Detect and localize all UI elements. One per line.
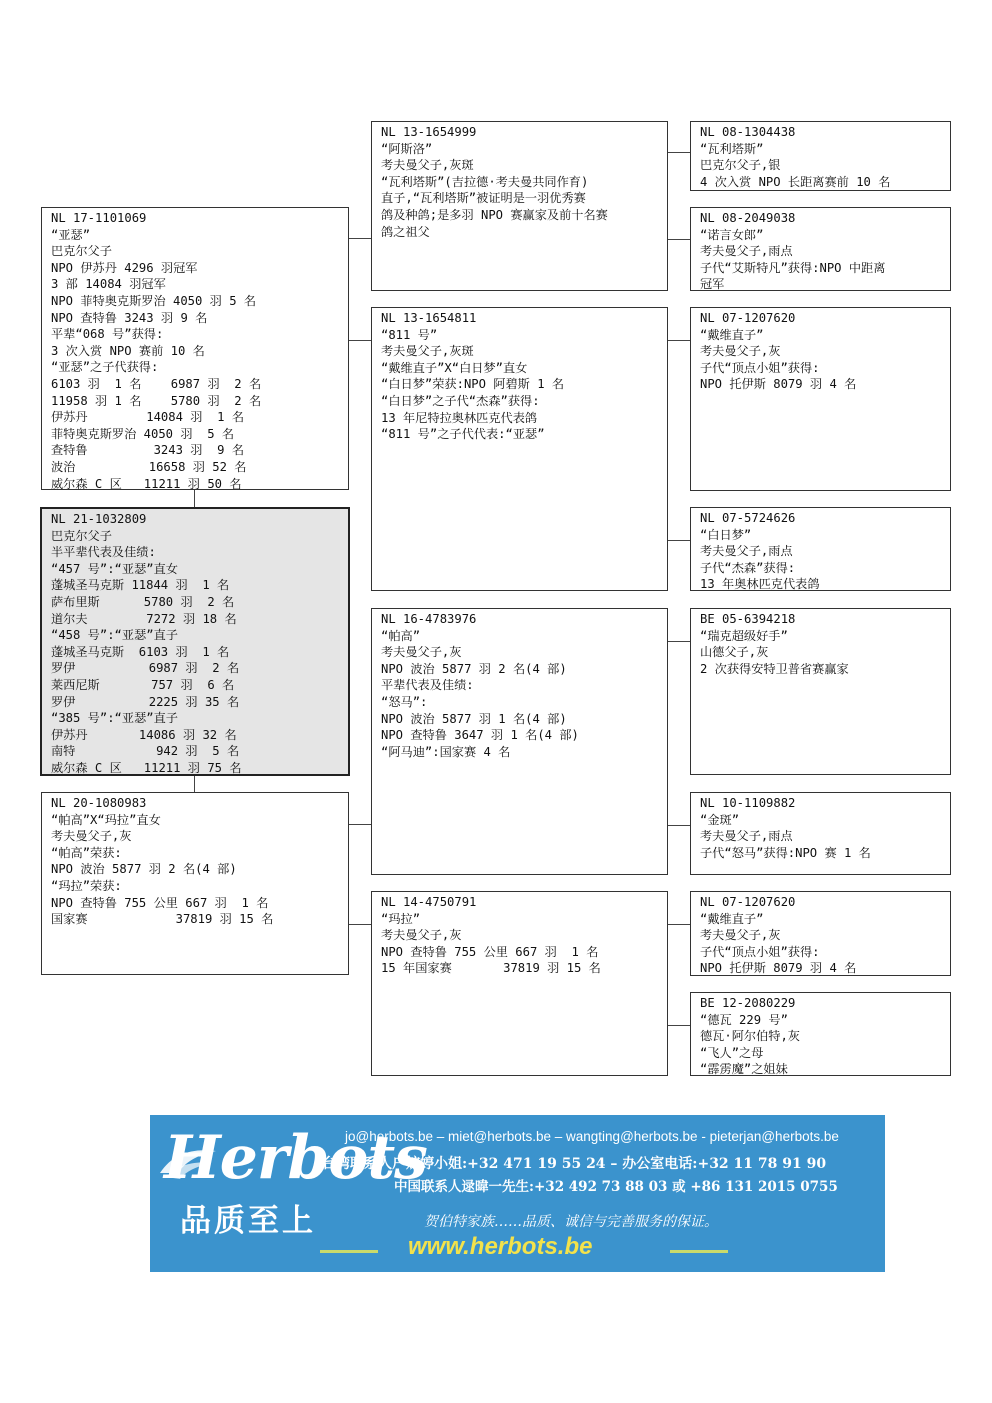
taiwan-contact: 台湾联系人户婉婷小姐:+32 471 19 55 24 – 办公室电话:+32 11 78 91 90 — [322, 1156, 827, 1172]
pedigree-line: NL 08-2049038 — [700, 211, 796, 225]
pedigree-box-sdd — [690, 507, 951, 591]
pedigree-line: 考夫曼父子,灰斑 — [381, 158, 474, 173]
pedigree-line: NL 13-1654811 — [381, 311, 477, 325]
pedigree-line: “白日梦”荣获:NPO 阿碧斯 1 名 — [381, 377, 565, 392]
pedigree-line: 鸽及种鸽;是多羽 NPO 赛赢家及前十名赛 — [381, 207, 608, 222]
tagline: 贺伯特家族……品质、诚信与完善服务的保证。 — [424, 1214, 718, 1230]
pedigree-box-dam — [41, 792, 349, 975]
pedigree-line: “金斑” — [700, 812, 740, 827]
pedigree-line: NL 16-4783976 — [381, 612, 477, 626]
pedigree-line: NL 13-1654999 — [381, 125, 477, 139]
pedigree-line: NPO 波治 5877 羽 1 名(4 部) — [381, 711, 567, 726]
pedigree-line: “811 号”之子代代表:“亚瑟” — [381, 427, 545, 442]
pedigree-line: “戴维直子” — [700, 327, 764, 342]
pedigree-line: 4 次入赏 NPO 长距离赛前 10 名 — [700, 174, 891, 189]
pedigree-line: 巴克尔父子,银 — [700, 158, 781, 173]
connector-ss-ssd — [667, 239, 691, 240]
pedigree-line: NL 07-1207620 — [700, 895, 796, 909]
pedigree-line: NPO 查特鲁 755 公里 667 羽 1 名 — [51, 895, 269, 910]
connector-dam-dd — [348, 924, 372, 925]
pedigree-line: 考夫曼父子,灰 — [700, 344, 781, 359]
pedigree-box-dds — [690, 891, 951, 976]
pedigree-line: 15 年国家赛 37819 羽 15 名 — [381, 961, 601, 976]
pedigree-line: “戴维直子”X“白日梦”直女 — [381, 360, 528, 375]
pedigree-line: “德瓦 229 号” — [700, 1012, 788, 1027]
pedigree-line: NPO 波治 5877 羽 2 名(4 部) — [51, 862, 237, 877]
pedigree-line: 德瓦·阿尔伯特,灰 — [700, 1029, 800, 1044]
pedigree-box-sire-dam — [371, 307, 668, 591]
website-link[interactable]: www.herbots.be — [408, 1233, 593, 1260]
pedigree-line: 巴克尔父子 — [51, 528, 112, 543]
pedigree-line: 鸽之祖父 — [381, 224, 430, 239]
pedigree-line: 半平辈代表及佳绩: — [51, 545, 156, 560]
pedigree-line: “阿马迪”:国家赛 4 名 — [381, 744, 511, 759]
pedigree-line: NPO 查特鲁 3647 羽 1 名(4 部) — [381, 728, 579, 743]
connector-ss-sss — [667, 152, 691, 153]
connector-sire-ss — [348, 238, 372, 239]
pedigree-line: “亚瑟”之子代获得: — [51, 360, 159, 375]
connector-subject-dam — [194, 775, 195, 793]
pedigree-line: 南特 942 羽 5 名 — [51, 744, 240, 759]
pedigree-line: 萨布里斯 5780 羽 2 名 — [51, 594, 235, 609]
pedigree-line: 威尔森 C 区 11211 羽 75 名 — [51, 760, 242, 775]
pedigree-line: “458 号”:“亚瑟”直子 — [51, 628, 178, 643]
pedigree-box-sss — [690, 121, 951, 191]
pedigree-line: “瓦利塔斯” — [700, 141, 764, 156]
pedigree-line: “帕高” — [381, 628, 421, 643]
pedigree-line: 罗伊 6987 羽 2 名 — [51, 661, 240, 676]
connector-sire-subject — [194, 489, 195, 508]
pedigree-box-sire-sire — [371, 121, 668, 291]
pedigree-line: 冠军 — [700, 277, 725, 291]
pedigree-line: 蓬城圣马克斯 6103 羽 1 名 — [51, 644, 230, 659]
connector-ds-dss — [667, 641, 691, 642]
pedigree-line: 伊苏丹 14084 羽 1 名 — [51, 410, 245, 425]
pedigree-line: 子代“杰森”获得: — [700, 560, 796, 575]
pedigree-line: 波治 16658 羽 52 名 — [51, 459, 247, 474]
pedigree-line: 考夫曼父子,雨点 — [700, 829, 793, 844]
pedigree-box-ddd — [690, 992, 951, 1076]
pedigree-line: “亚瑟” — [51, 227, 91, 242]
pedigree-line: 考夫曼父子,灰 — [700, 928, 781, 943]
pedigree-line: 子代“怒马”获得:NPO 赛 1 名 — [700, 845, 871, 860]
pedigree-line: NPO 波治 5877 羽 2 名(4 部) — [381, 661, 567, 676]
pedigree-line: “霹雳魔”之姐妹 — [700, 1062, 788, 1076]
pedigree-line: “帕高”荣获: — [51, 845, 122, 860]
pedigree-line: NL 17-1101069 — [51, 211, 147, 225]
pedigree-line: 直子,“瓦利塔斯”被证明是一羽优秀赛 — [381, 191, 586, 206]
herbots-banner — [150, 1115, 885, 1272]
pedigree-line: 子代“艾斯特凡”获得:NPO 中距离 — [700, 260, 886, 275]
pedigree-line: 道尔夫 7272 羽 18 名 — [51, 611, 237, 626]
pedigree-line: 考夫曼父子,雨点 — [700, 244, 793, 259]
pedigree-line: “白日梦” — [700, 527, 752, 542]
pedigree-line: “诺言女郎” — [700, 227, 764, 242]
connector-sire-sd — [348, 340, 372, 341]
pedigree-line: NL 14-4750791 — [381, 895, 477, 909]
pedigree-box-subject — [40, 507, 350, 776]
connector-sd-sdd — [667, 540, 691, 541]
pedigree-line: NPO 托伊斯 8079 羽 4 名 — [700, 961, 857, 976]
pedigree-line: BE 05-6394218 — [700, 612, 796, 626]
pedigree-line: “瓦利塔斯”(吉拉德·考夫曼共同作育) — [381, 174, 589, 189]
connector-sd-sds — [667, 340, 691, 341]
pedigree-line: “457 号”:“亚瑟”直女 — [51, 561, 178, 576]
pedigree-line: NPO 查特鲁 755 公里 667 羽 1 名 — [381, 944, 599, 959]
pedigree-line: NPO 菲特奥克斯罗治 4050 羽 5 名 — [51, 293, 257, 308]
pedigree-line: “戴维直子” — [700, 911, 764, 926]
pedigree-line: 平辈“068 号”获得: — [51, 327, 164, 342]
pedigree-line: 11958 羽 1 名 5780 羽 2 名 — [51, 393, 262, 408]
pedigree-line: 子代“顶点小姐”获得: — [700, 360, 820, 375]
pedigree-line: 山德父子,灰 — [700, 645, 769, 660]
pedigree-line: 蓬城圣马克斯 11844 羽 1 名 — [51, 578, 230, 593]
pedigree-line: “帕高”X“玛拉”直女 — [51, 812, 161, 827]
pedigree-box-ssd — [690, 207, 951, 291]
pedigree-box-dam-dam — [371, 891, 668, 1076]
pedigree-line: 考夫曼父子,灰 — [381, 645, 462, 660]
pedigree-line: 子代“顶点小姐”获得: — [700, 944, 820, 959]
pedigree-line: 伊苏丹 14086 羽 32 名 — [51, 727, 237, 742]
pedigree-line: “385 号”:“亚瑟”直子 — [51, 711, 178, 726]
pedigree-line: 13 年奥林匹克代表鸽 — [700, 577, 820, 591]
pedigree-line: NL 21-1032809 — [51, 512, 147, 526]
pedigree-line: “阿斯洛” — [381, 141, 433, 156]
slogan: 品质至上 — [180, 1203, 316, 1239]
connector-ds-dsd — [667, 825, 691, 826]
pedigree-line: “飞人”之母 — [700, 1045, 764, 1060]
china-contact: 中国联系人逯暐一先生:+32 492 73 88 03 或 +86 131 2015 0755 — [394, 1179, 838, 1195]
pedigree-line: “玛拉” — [381, 911, 421, 926]
pedigree-line: 考夫曼父子,雨点 — [700, 544, 793, 559]
pedigree-line: 考夫曼父子,灰斑 — [381, 344, 474, 359]
pedigree-box-sds — [690, 307, 951, 491]
pedigree-line: NL 07-1207620 — [700, 311, 796, 325]
pedigree-line: 考夫曼父子,灰 — [381, 928, 462, 943]
pedigree-line: NPO 查特鲁 3243 羽 9 名 — [51, 310, 208, 325]
pedigree-line: 平辈代表及佳绩: — [381, 678, 474, 693]
pedigree-line: 3 次入赏 NPO 赛前 10 名 — [51, 343, 205, 358]
pedigree-line: “瑞克超级好手” — [700, 628, 788, 643]
pedigree-box-sire — [41, 207, 349, 490]
pedigree-line: 罗伊 2225 羽 35 名 — [51, 694, 240, 709]
pedigree-box-dss — [690, 608, 951, 775]
pedigree-line: NL 07-5724626 — [700, 511, 796, 525]
pedigree-line: NL 10-1109882 — [700, 796, 796, 810]
email-list: jo@herbots.be – miet@herbots.be – wangting@herbots.be - pieterjan@herbots.be — [345, 1129, 839, 1144]
pedigree-line: “白日梦”之子代“杰森”获得: — [381, 393, 540, 408]
pedigree-line: 3 部 14084 羽冠军 — [51, 277, 166, 292]
pedigree-line: “玛拉”荣获: — [51, 878, 122, 893]
pedigree-line: NL 20-1080983 — [51, 796, 147, 810]
pedigree-line: BE 12-2080229 — [700, 996, 796, 1010]
connector-dam-ds — [348, 824, 372, 825]
pedigree-line: 考夫曼父子,灰 — [51, 829, 132, 844]
pedigree-line: NPO 托伊斯 8079 羽 4 名 — [700, 377, 857, 392]
pedigree-line: 威尔森 C 区 11211 羽 50 名 — [51, 476, 242, 490]
accent-bar-left — [320, 1250, 378, 1253]
pedigree-line: “怒马”: — [381, 694, 428, 709]
pedigree-line: 莱西尼斯 757 羽 6 名 — [51, 677, 235, 692]
pedigree-line: 国家赛 37819 羽 15 名 — [51, 912, 274, 927]
connector-dd-ddd — [667, 1025, 691, 1026]
pedigree-line: 2 次获得安特卫普省赛赢家 — [700, 661, 849, 676]
pedigree-line: 巴克尔父子 — [51, 244, 112, 259]
pedigree-line: 6103 羽 1 名 6987 羽 2 名 — [51, 376, 262, 391]
pedigree-line: NL 08-1304438 — [700, 125, 796, 139]
herbots-logo: Herbots — [164, 1123, 427, 1193]
pedigree-line: 查特鲁 3243 羽 9 名 — [51, 443, 245, 458]
connector-dd-dds — [667, 924, 691, 925]
pedigree-line: 菲特奥克斯罗治 4050 羽 5 名 — [51, 426, 235, 441]
pedigree-line: NPO 伊苏丹 4296 羽冠军 — [51, 260, 198, 275]
pedigree-box-dsd — [690, 792, 951, 875]
pedigree-line: 13 年尼特拉奥林匹克代表鸽 — [381, 410, 538, 425]
accent-bar-right — [670, 1250, 728, 1253]
pedigree-line: “811 号” — [381, 327, 438, 342]
pedigree-box-dam-sire — [371, 608, 668, 875]
